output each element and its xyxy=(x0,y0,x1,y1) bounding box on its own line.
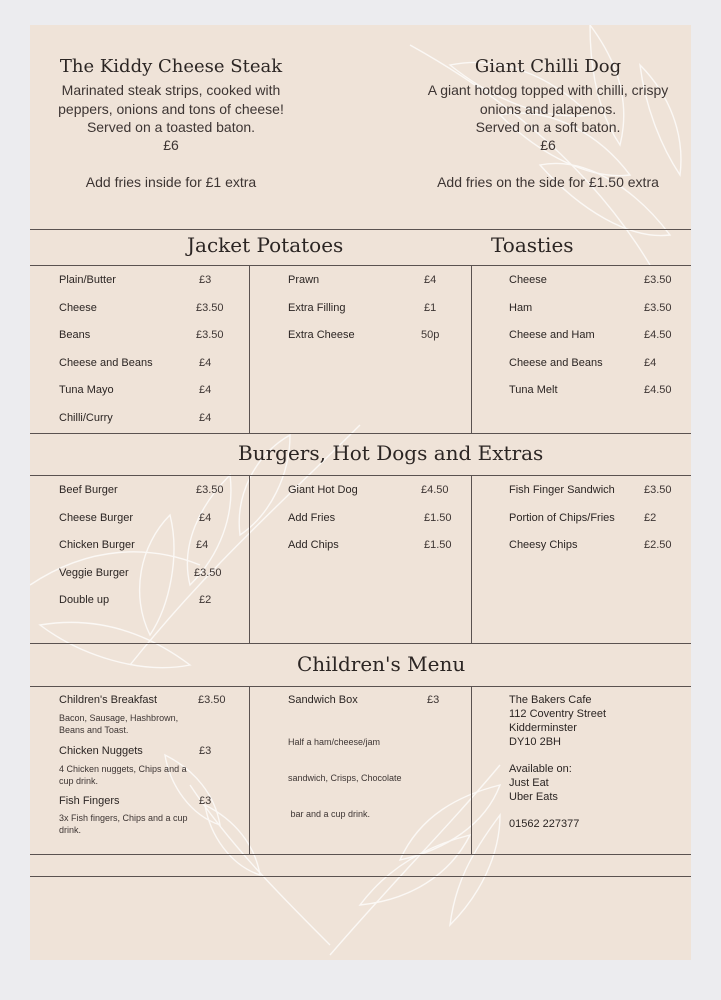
menu-item-price: £4 xyxy=(199,384,212,396)
delivery-platform: Uber Eats xyxy=(509,791,558,803)
divider xyxy=(30,433,691,434)
menu-item-price: £4 xyxy=(196,539,209,551)
menu-item-price: £1 xyxy=(424,302,437,314)
divider xyxy=(30,229,691,230)
section-title-toasties: Toasties xyxy=(491,233,574,257)
menu-item-name: Giant Hot Dog xyxy=(288,484,358,496)
menu-item-name: Children's Breakfast xyxy=(59,694,158,706)
menu-item-price: £2 xyxy=(644,512,657,524)
section-title-jacket-potatoes: Jacket Potatoes xyxy=(187,233,344,257)
menu-item-name: Fish Fingers xyxy=(59,795,120,807)
divider xyxy=(30,265,691,266)
address-town: Kidderminster xyxy=(509,722,577,734)
menu-item-price: £3.50 xyxy=(196,302,224,314)
featured-description-line: Marinated steak strips, cooked with xyxy=(61,82,281,98)
menu-item-name: Plain/Butter xyxy=(59,274,116,286)
menu-item-price: £3.50 xyxy=(644,302,672,314)
column-divider xyxy=(249,265,250,433)
menu-item-name: Cheese and Ham xyxy=(509,329,595,341)
menu-item-price: £3.50 xyxy=(194,567,222,579)
menu-item-price: £3 xyxy=(199,795,212,807)
menu-item-price: £4 xyxy=(199,412,212,424)
menu-item-price: £4.50 xyxy=(644,384,672,396)
menu-item-price: £3 xyxy=(427,694,440,706)
menu-item-price: £1.50 xyxy=(424,512,452,524)
menu-item-name: Cheese and Beans xyxy=(59,357,153,369)
menu-item-name: Extra Filling xyxy=(288,302,346,314)
featured-description-line: Served on a soft baton. xyxy=(475,119,621,135)
menu-item-price: £3.50 xyxy=(644,274,672,286)
address-postcode: DY10 2BH xyxy=(509,736,561,748)
menu-item-name: Double up xyxy=(59,594,110,606)
section-title-burgers: Burgers, Hot Dogs and Extras xyxy=(238,441,544,465)
featured-extra: Add fries inside for £1 extra xyxy=(85,174,257,190)
menu-item-name: Ham xyxy=(509,302,533,314)
menu-item-name: Chilli/Curry xyxy=(59,412,113,424)
divider xyxy=(30,643,691,644)
menu-item-price: £4.50 xyxy=(644,329,672,341)
menu-item-name: Cheese xyxy=(59,302,97,314)
menu-item-description: 4 Chicken nuggets, Chips and a cup drink. xyxy=(59,764,187,786)
menu-item-price: £2 xyxy=(199,594,212,606)
menu-item-price: £4.50 xyxy=(421,484,449,496)
menu-item-name: Prawn xyxy=(288,274,320,286)
column-divider xyxy=(249,475,250,643)
menu-item-name: Fish Finger Sandwich xyxy=(509,484,615,496)
featured-description-line: A giant hotdog topped with chilli, crispy xyxy=(427,82,669,98)
menu-item-price: £3.50 xyxy=(198,694,226,706)
menu-item-price: £1.50 xyxy=(424,539,452,551)
divider xyxy=(30,854,691,855)
column-divider xyxy=(471,265,472,433)
featured-title: The Kiddy Cheese Steak xyxy=(59,56,283,77)
menu-item-price: £4 xyxy=(199,512,212,524)
menu-item-price: £3.50 xyxy=(644,484,672,496)
menu-item-price: £4 xyxy=(199,357,212,369)
featured-description-line: onions and jalapenos. xyxy=(479,101,617,117)
menu-page xyxy=(30,25,691,960)
divider xyxy=(30,876,691,877)
featured-title: Giant Chilli Dog xyxy=(474,56,622,77)
column-divider xyxy=(471,475,472,643)
menu-item-price: £4 xyxy=(424,274,437,286)
featured-extra: Add fries on the side for £1.50 extra xyxy=(437,174,659,190)
column-divider xyxy=(249,686,250,854)
menu-item-price: £3.50 xyxy=(196,329,224,341)
available-on-label: Available on: xyxy=(509,763,572,775)
menu-item-price: 50p xyxy=(421,329,440,341)
menu-item-description: Half a ham/cheese/jam sandwich, Crisps, Chocolate bar and a cup drink. xyxy=(288,737,402,819)
phone-number: 01562 227377 xyxy=(509,818,580,830)
menu-item-price: £3 xyxy=(199,745,212,757)
featured-description-line: peppers, onions and tons of cheese! xyxy=(58,101,284,117)
featured-price: £6 xyxy=(540,137,556,153)
featured-price: £6 xyxy=(163,137,179,153)
menu-item-name: Beans xyxy=(59,329,91,341)
delivery-platform: Just Eat xyxy=(509,777,549,789)
menu-item-name: Chicken Nuggets xyxy=(59,745,143,757)
menu-item-name: Add Chips xyxy=(288,539,339,551)
menu-item-price: £3 xyxy=(199,274,212,286)
menu-item-price: £3.50 xyxy=(196,484,224,496)
section-title-children: Children's Menu xyxy=(297,652,466,676)
menu-item-description: Bacon, Sausage, Hashbrown, Beans and Toast. xyxy=(59,713,179,735)
menu-item-name: Add Fries xyxy=(288,512,336,524)
divider xyxy=(30,475,691,476)
menu-item-description: 3x Fish fingers, Chips and a cup drink. xyxy=(59,813,188,835)
divider xyxy=(30,686,691,687)
menu-item-name: Veggie Burger xyxy=(59,567,129,579)
featured-description-line: Served on a toasted baton. xyxy=(86,119,256,135)
menu-item-name: Cheese Burger xyxy=(59,512,133,524)
menu-item-name: Beef Burger xyxy=(59,484,118,496)
menu-item-name: Cheesy Chips xyxy=(509,539,578,551)
menu-item-name: Portion of Chips/Fries xyxy=(509,512,615,524)
menu-item-price: £2.50 xyxy=(644,539,672,551)
column-divider xyxy=(471,686,472,854)
address-street: 112 Coventry Street xyxy=(509,708,607,720)
menu-item-name: Tuna Mayo xyxy=(59,384,114,396)
menu-item-name: Cheese and Beans xyxy=(509,357,603,369)
menu-item-price: £4 xyxy=(644,357,657,369)
menu-item-name: Sandwich Box xyxy=(288,694,358,706)
menu-item-name: Chicken Burger xyxy=(59,539,135,551)
menu-item-name: Extra Cheese xyxy=(288,329,355,341)
menu-item-name: Tuna Melt xyxy=(509,384,558,396)
menu-item-name: Cheese xyxy=(509,274,547,286)
cafe-name: The Bakers Cafe xyxy=(509,694,592,706)
